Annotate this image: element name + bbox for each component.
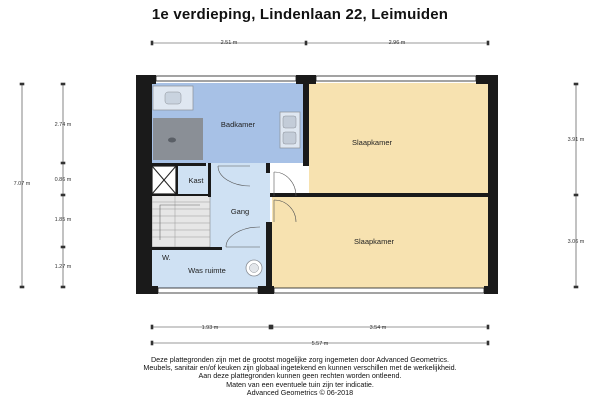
room-label-slaapkamer-2: Slaapkamer [353,237,395,246]
room-label-slaapkamer-1: Slaapkamer [351,138,393,147]
room-slaapkamer-top-fill [309,83,492,195]
dim-right-1: 3.91 m [567,137,585,143]
dim-bottom-right: 3.54 m [369,325,387,331]
room-label-w: W. [162,253,171,262]
dim-right-2: 3.06 m [567,239,585,245]
dim-left-2: 0.86 m [54,177,72,183]
staircase [152,195,210,247]
dim-bottom-left: 1.93 m [201,325,219,331]
bath-fixture [153,86,193,110]
floor-title: 1e verdieping, Lindenlaan 22, Leimuiden [151,6,449,23]
dim-left-3: 1.85 m [54,217,72,223]
room-label-kast: Kast [188,176,204,185]
disclaimer-line: Deze plattegronden zijn met de grootst mogelijke zorg ingemeten door Advanced Geometrics. [150,355,450,364]
shaft-cross [152,166,176,194]
copyright: Advanced Geometrics © 06-2018 [246,387,354,397]
disclaimer-line: Maten van een eventuele tuin zijn ter indicatie. [226,379,374,389]
disclaimer-line: Meubels, sanitair en/of keuken zijn globaal ingetekend en kunnen verschillen met de werkelijkheid. [143,363,457,373]
room-label-badkamer: Badkamer [220,120,256,129]
dim-top-right: 2.96 m [388,40,406,46]
room-label-was-ruimte: Was ruimte [188,266,226,275]
disclaimer-line: Aan deze plattegronden kunnen geen rechten worden ontleend. [198,371,402,381]
dim-bottom-total: 5.57 m [311,341,329,347]
sink-fixture [280,112,300,148]
dim-left-1: 2.74 m [54,122,72,128]
dim-top-left: 2.51 m [220,40,238,46]
washing-machine [246,260,262,276]
shower-tray [153,118,203,160]
disclaimer [0,356,600,397]
dim-left-total: 7.07 m [13,181,31,187]
room-label-gang: Gang [230,207,250,216]
dim-left-4: 1.27 m [54,264,72,270]
